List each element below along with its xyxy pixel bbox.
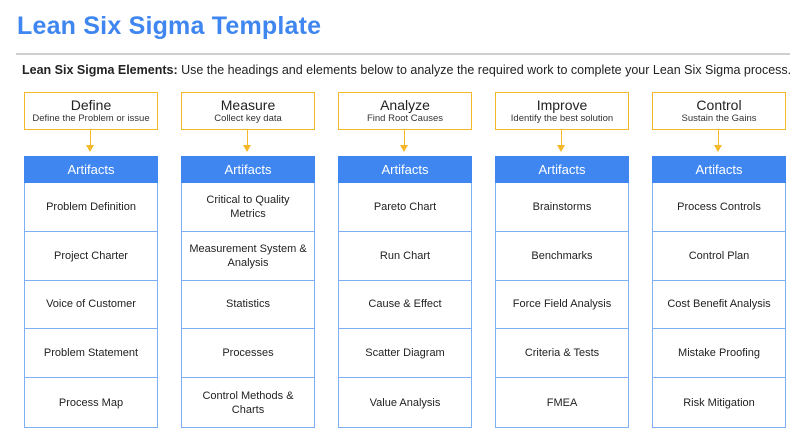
artifact-item: Brainstorms	[496, 183, 628, 232]
artifact-item: FMEA	[546, 396, 578, 409]
artifacts-header: Artifacts	[181, 156, 315, 183]
artifacts-header: Artifacts	[495, 156, 629, 183]
phase-name: Measure	[220, 97, 276, 113]
artifacts-list	[24, 183, 158, 428]
artifact-item: Control Methods & Charts	[202, 389, 294, 416]
artifact-item: Measurement System & Analysis	[182, 232, 314, 281]
artifact-item: Benchmarks	[496, 232, 628, 281]
page-title: Lean Six Sigma Template	[17, 12, 322, 40]
artifacts-list	[338, 183, 472, 428]
arrow-down-icon	[243, 145, 251, 152]
artifact-item: Problem Statement	[25, 329, 157, 378]
artifact-item: Process Map	[58, 396, 124, 409]
phase-box	[24, 92, 158, 130]
artifact-item: Criteria & Tests	[496, 329, 628, 378]
artifacts-header: Artifacts	[24, 156, 158, 183]
artifacts-list	[181, 183, 315, 428]
artifact-item: Cause & Effect	[339, 281, 471, 330]
title-divider	[16, 53, 790, 55]
phase-name: Control	[696, 97, 742, 113]
arrow-down-icon	[714, 145, 722, 152]
phase-name: Analyze	[380, 97, 430, 113]
phase-name: Define	[70, 97, 112, 113]
artifacts-header: Artifacts	[338, 156, 472, 183]
phase-box	[652, 92, 786, 130]
subtitle	[22, 63, 791, 77]
artifact-item: Statistics	[182, 281, 314, 330]
artifact-item: Risk Mitigation	[683, 396, 755, 409]
artifacts-list	[495, 183, 629, 428]
phase-box	[495, 92, 629, 130]
connector-line	[561, 130, 562, 146]
arrow-down-icon	[557, 145, 565, 152]
phase-description: Define the Problem or issue	[32, 113, 150, 124]
artifact-item: Pareto Chart	[339, 183, 471, 232]
artifact-item: Mistake Proofing	[653, 329, 785, 378]
connector-line	[90, 130, 91, 146]
artifacts-header: Artifacts	[652, 156, 786, 183]
artifacts-list	[652, 183, 786, 428]
artifact-item: Project Charter	[25, 232, 157, 281]
arrow-down-icon	[86, 145, 94, 152]
subtitle-label: Lean Six Sigma Elements:	[22, 63, 178, 77]
phase-name: Improve	[536, 97, 588, 113]
arrow-down-icon	[400, 145, 408, 152]
artifact-item: Control Plan	[653, 232, 785, 281]
artifact-item: Run Chart	[339, 232, 471, 281]
artifact-item: Problem Definition	[25, 183, 157, 232]
phase-description: Sustain the Gains	[681, 113, 757, 124]
artifact-item: Value Analysis	[369, 396, 441, 409]
artifact-item: Scatter Diagram	[339, 329, 471, 378]
connector-line	[404, 130, 405, 146]
phase-description: Collect key data	[214, 113, 282, 124]
connector-line	[247, 130, 248, 146]
artifact-item: Process Controls	[653, 183, 785, 232]
phase-box	[181, 92, 315, 130]
phase-description: Find Root Causes	[366, 113, 444, 124]
artifact-item: Critical to Quality Metrics	[182, 183, 314, 232]
connector-line	[718, 130, 719, 146]
phase-box	[338, 92, 472, 130]
artifact-item: Force Field Analysis	[496, 281, 628, 330]
artifact-item: Processes	[182, 329, 314, 378]
subtitle-text: Use the headings and elements below to analyze the required work to complete your Lean Six Sigma process.	[177, 63, 792, 77]
phase-description: Identify the best solution	[510, 113, 614, 124]
artifact-item: Voice of Customer	[25, 281, 157, 330]
artifact-item: Cost Benefit Analysis	[653, 281, 785, 330]
